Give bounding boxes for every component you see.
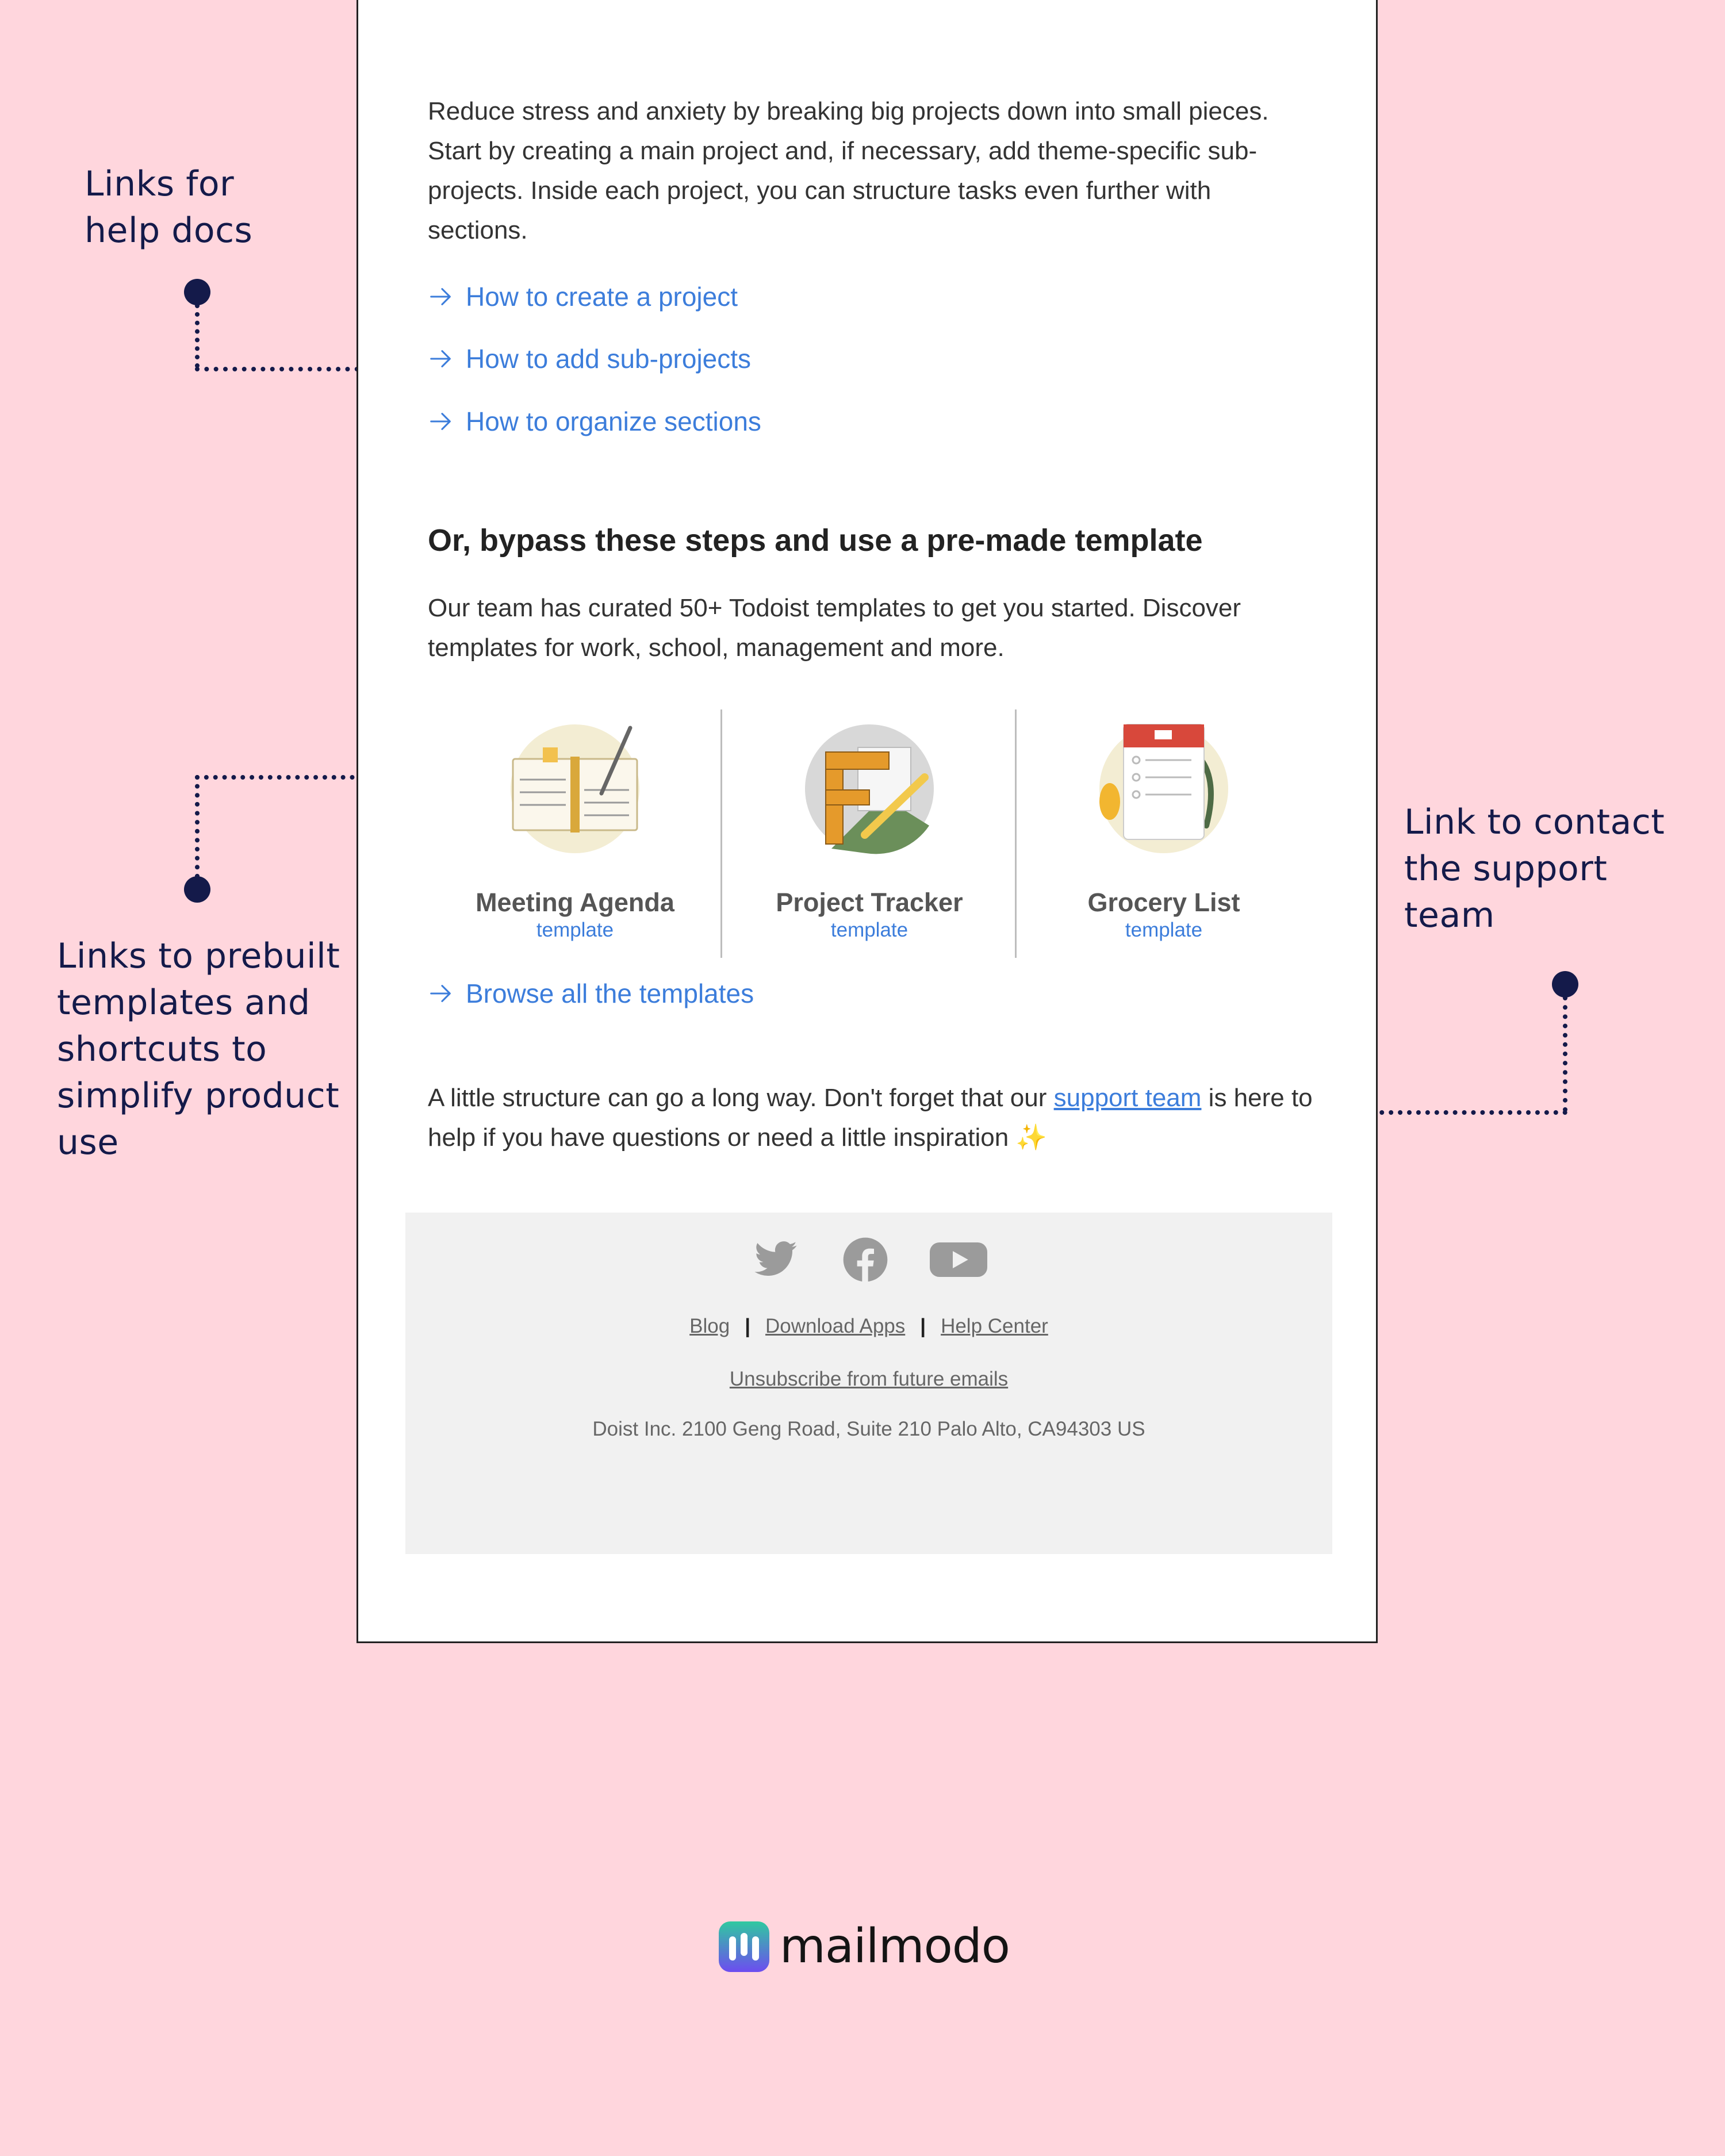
template-intro: Our team has curated 50+ Todoist templates to get you started. Discover templates for work, school, management and more. <box>428 594 1241 662</box>
annotation-dot <box>184 279 210 305</box>
doc-link-label: How to organize sections <box>466 406 761 436</box>
email-card <box>356 0 1378 1643</box>
template-name: Grocery List <box>1087 888 1240 917</box>
arrow-right-icon <box>428 346 454 372</box>
browse-templates-link[interactable] <box>428 978 754 1009</box>
outro-paragraph <box>428 1078 1313 1157</box>
unsubscribe-link[interactable]: Unsubscribe from future emails <box>729 1368 1009 1390</box>
template-name: Meeting Agenda <box>476 888 674 917</box>
annotation-dot <box>1552 971 1578 998</box>
annotation-connector <box>195 304 200 368</box>
doc-link-create-project[interactable] <box>428 281 738 312</box>
footer-link-help-center[interactable]: Help Center <box>941 1315 1048 1337</box>
template-card-grocery-list[interactable] <box>1017 709 1311 958</box>
template-name: Project Tracker <box>776 888 963 917</box>
brand-name: mailmodo <box>780 1919 1010 1974</box>
footer-link-blog[interactable]: Blog <box>689 1315 730 1337</box>
footer-link-download-apps[interactable]: Download Apps <box>765 1315 906 1337</box>
intro-paragraph: Reduce stress and anxiety by breaking big projects down into small pieces. Start by creating a main project and, if necessary, add theme-specific sub-projects. Inside each project, you can structure tasks even further with sections. <box>428 97 1269 244</box>
template-heading: Or, bypass these steps and use a pre-made template <box>428 523 1203 558</box>
facebook-icon[interactable] <box>842 1237 888 1283</box>
youtube-icon[interactable] <box>930 1237 987 1283</box>
footer-separator: | <box>920 1315 926 1337</box>
footer-address: Doist Inc. 2100 Geng Road, Suite 210 Palo Alto, CA94303 US <box>592 1418 1145 1440</box>
template-label: template <box>1125 919 1203 941</box>
twitter-icon[interactable] <box>750 1237 801 1283</box>
browse-templates-label: Browse all the templates <box>466 979 754 1008</box>
mailmodo-logo <box>718 1919 1010 1974</box>
doc-link-label: How to create a project <box>466 282 738 312</box>
doc-link-organize-sections[interactable] <box>428 406 761 437</box>
template-card-project-tracker[interactable] <box>722 709 1017 958</box>
annotation-connector <box>1563 996 1567 1112</box>
doc-link-label: How to add sub-projects <box>466 344 752 374</box>
email-footer <box>405 1213 1332 1554</box>
outro-text: A little structure can go a long way. Don't forget that our <box>428 1084 1054 1112</box>
template-label: template <box>536 919 614 941</box>
support-team-link[interactable]: support team <box>1053 1084 1202 1112</box>
doc-link-add-sub-projects[interactable] <box>428 343 751 374</box>
notebook-icon <box>508 722 642 856</box>
shopping-list-icon <box>1097 722 1230 856</box>
annotation-templates: Links to prebuilt templates and shortcuts to simplify product use <box>57 936 340 1163</box>
annotation-dot <box>184 876 210 903</box>
footer-links <box>405 1315 1332 1338</box>
outro-text-end: is here to help if you have questions or need a little inspiration ✨ <box>428 1084 1313 1152</box>
annotation-support: Link to contact the support team <box>1404 802 1665 935</box>
arrow-right-icon <box>428 283 454 310</box>
template-card-meeting-agenda[interactable] <box>428 709 722 958</box>
social-icons <box>405 1237 1332 1283</box>
mailmodo-logo-icon <box>718 1920 770 1973</box>
arrow-right-icon <box>428 980 454 1007</box>
footer-separator: | <box>745 1315 751 1337</box>
ruler-pencil-icon <box>803 722 936 856</box>
template-label: template <box>830 919 908 941</box>
annotation-connector <box>195 775 200 878</box>
annotation-help-docs: Links for help docs <box>85 164 253 251</box>
arrow-right-icon <box>428 408 454 435</box>
